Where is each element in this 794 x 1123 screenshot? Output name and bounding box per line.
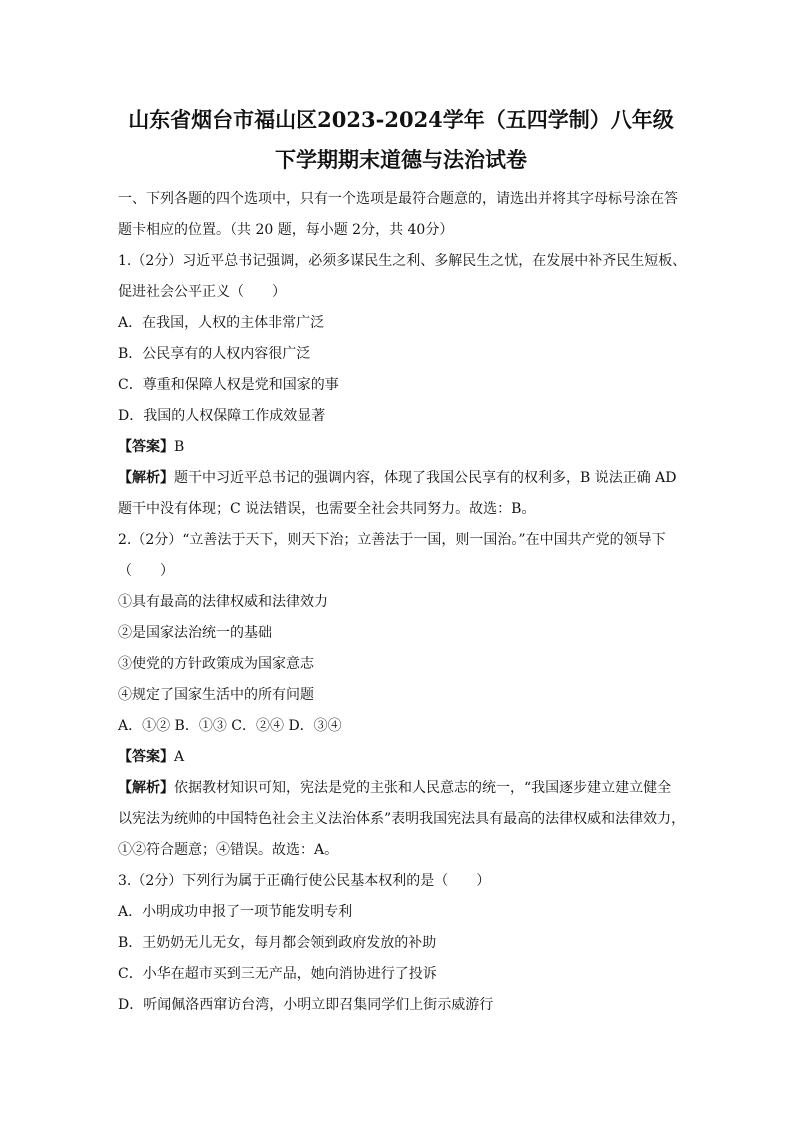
question-1 [118,246,687,525]
intro-line: 题卡相应的位置。（共 20 题，每小题 2分，共 40分） [118,222,454,238]
option-a: A．小明成功申报了一项节能发明专利 [118,904,353,920]
section-intro [118,184,684,246]
analysis-text: 依据教材知识可知，宪法是党的主张和人民意志的统一，“我国逐步建立建立健全 [174,780,672,796]
question-2 [118,525,684,866]
question-3 [118,866,684,1021]
answer-value: B [174,439,185,455]
option-c: C．小华在超市买到三无产品，她向消协进行了投诉 [118,966,437,982]
answer-line [118,432,684,463]
option-b: B．王奶奶无儿无女，每月都会领到政府发放的补助 [118,935,437,951]
question-stem: （ ） [118,563,174,579]
question-stem: 3.（2分）下列行为属于正确行使公民基本权利的是（ ） [118,873,491,889]
answer-value: A [174,749,185,765]
analysis-line [118,463,684,494]
statement-item: ③使党的方针政策成为国家意志 [118,656,314,672]
analysis-line: 题干中没有体现；C 说法错误，也需要全社会共同努力。故选：B。 [118,501,536,517]
analysis-tag: 【解析】 [118,780,174,796]
option-c: C．尊重和保障人权是党和国家的事 [118,377,339,393]
page-title: 山东省烟台市福山区2023-2024学年（五四学制）八年级 [128,107,674,132]
statement-item: ④规定了国家生活中的所有问题 [118,687,314,703]
option-row: A．①② B．①③ C．②④ D．③④ [118,718,342,734]
page-subtitle: 下学期期末道德与法治试卷 [275,147,527,172]
analysis-line [118,773,684,804]
statement-item: ②是国家法治统一的基础 [118,625,272,641]
question-stem: 1.（2分）习近平总书记强调，必须多谋民生之利、多解民生之忧，在发展中补齐民生短板、 [118,253,687,269]
option-b: B．公民享有的人权内容很广泛 [118,346,311,362]
question-stem: 2.（2分）“立善法于天下，则天下治；立善法于一国，则一国治。”在中国共产党的领导下 [118,532,666,548]
statement-item: ①具有最高的法律权威和法律效力 [118,594,328,610]
question-stem: 促进社会公平正义（ ） [118,284,286,300]
answer-tag: 【答案】 [118,439,174,455]
analysis-line: 以宪法为统帅的中国特色社会主义法治体系”表明我国宪法具有最高的法律权威和法律效力， [118,811,686,827]
analysis-tag: 【解析】 [118,470,174,486]
analysis-text: 题干中习近平总书记的强调内容，体现了我国公民享有的权利多，B 说法正确 AD [174,470,677,486]
answer-line [118,742,684,773]
option-d: D．听闻佩洛西窜访台湾，小明立即召集同学们上街示威游行 [118,997,494,1013]
analysis-line: ①②符合题意；④错误。故选：A。 [118,842,339,858]
option-d: D．我国的人权保障工作成效显著 [118,408,326,424]
intro-line: 一、下列各题的四个选项中，只有一个选项是最符合题意的，请选出并将其字母标号涂在答 [118,191,678,207]
option-a: A．在我国，人权的主体非常广泛 [118,315,325,331]
answer-tag: 【答案】 [118,749,174,765]
